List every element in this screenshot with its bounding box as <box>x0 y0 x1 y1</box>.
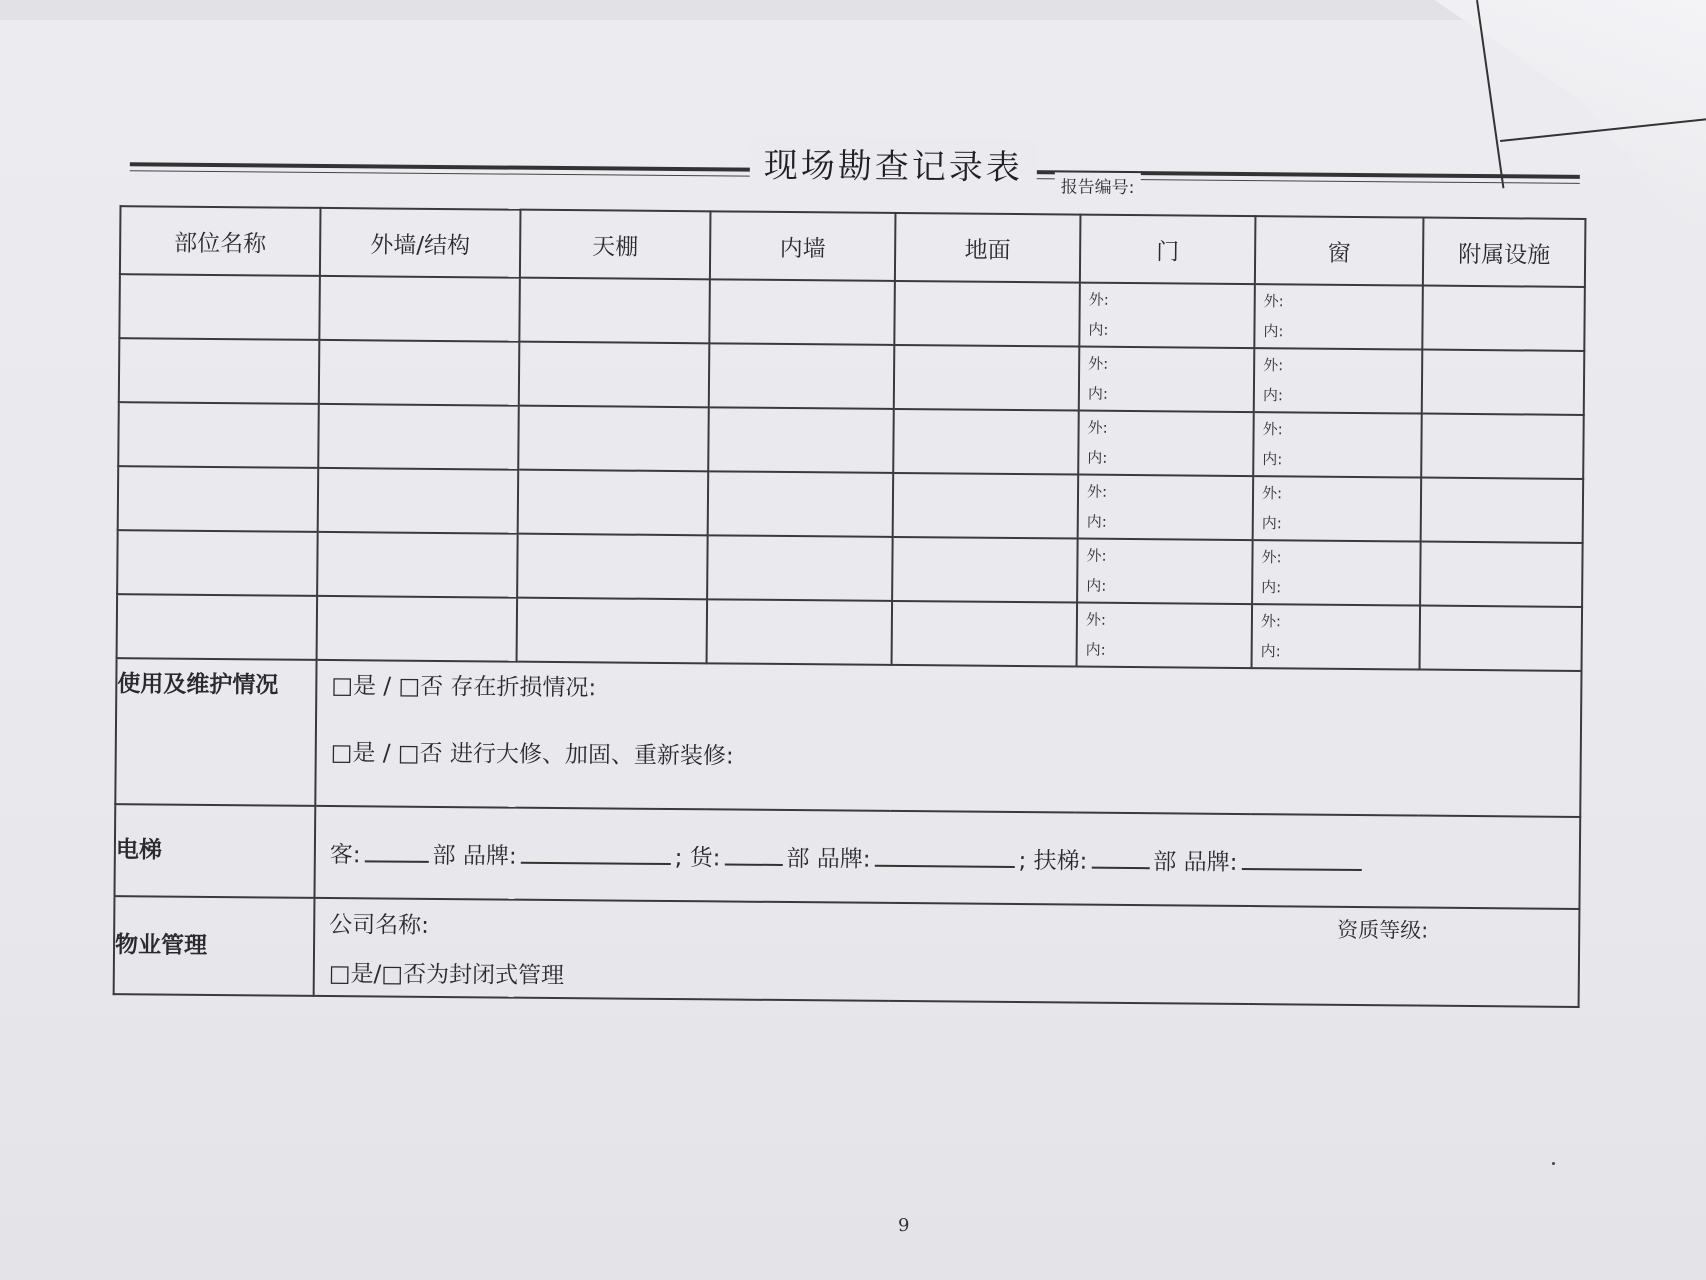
empty-cell[interactable] <box>892 537 1078 603</box>
empty-cell[interactable] <box>893 473 1079 539</box>
unit-label: 部 <box>786 845 810 872</box>
unit-label: 部 <box>1153 848 1177 875</box>
property-content <box>314 898 1580 1007</box>
empty-cell[interactable] <box>117 530 318 596</box>
door-cell[interactable] <box>1077 539 1253 605</box>
outer-label: 外: <box>1088 290 1109 309</box>
inner-label: 内: <box>1086 576 1107 595</box>
outer-label: 外: <box>1261 548 1282 567</box>
col-header: 地面 <box>895 213 1081 283</box>
empty-cell[interactable] <box>117 594 318 660</box>
sub-labels <box>1253 542 1420 603</box>
empty-cell[interactable] <box>317 532 518 598</box>
brand-label: 品牌: <box>816 845 871 873</box>
inner-label: 内: <box>1087 384 1109 403</box>
outer-label: 外: <box>1261 484 1283 503</box>
cargo-brand-field[interactable] <box>874 844 1014 867</box>
elevator-line <box>316 835 1579 879</box>
unit-label: 部 <box>432 842 456 869</box>
sub-labels <box>1254 414 1421 475</box>
empty-cell[interactable] <box>708 407 894 473</box>
empty-cell[interactable] <box>1422 350 1585 415</box>
outer-label: 外: <box>1088 354 1109 373</box>
passenger-label: 客: <box>329 841 361 868</box>
usage-row <box>115 658 1581 817</box>
door-cell[interactable] <box>1078 411 1254 477</box>
escalator-brand-field[interactable] <box>1241 847 1361 870</box>
empty-cell[interactable] <box>518 470 709 536</box>
survey-table <box>113 205 1587 1008</box>
form-sheet <box>92 145 1610 1093</box>
inner-label: 内: <box>1263 322 1284 341</box>
sub-labels <box>1079 477 1253 539</box>
empty-cell[interactable] <box>1420 606 1583 671</box>
empty-cell[interactable] <box>318 404 519 470</box>
outer-label: 外: <box>1086 546 1107 565</box>
inner-label: 内: <box>1260 642 1281 661</box>
inner-label: 内: <box>1086 512 1107 531</box>
brand-label: 品牌: <box>1183 848 1238 876</box>
empty-cell[interactable] <box>1421 478 1584 543</box>
empty-cell[interactable] <box>518 406 709 472</box>
property-label: 物业管理 <box>114 896 315 996</box>
empty-cell[interactable] <box>709 343 895 409</box>
empty-cell[interactable] <box>709 279 895 345</box>
inner-label: 内: <box>1261 514 1282 533</box>
empty-cell[interactable] <box>119 274 320 340</box>
empty-cell[interactable] <box>118 466 319 532</box>
empty-cell[interactable] <box>517 534 708 600</box>
door-cell[interactable] <box>1077 603 1253 669</box>
window-cell[interactable] <box>1253 412 1422 477</box>
outer-label: 外: <box>1263 292 1284 311</box>
empty-cell[interactable] <box>892 601 1078 667</box>
inner-label: 内: <box>1262 386 1284 405</box>
empty-cell[interactable] <box>119 338 320 404</box>
empty-cell[interactable] <box>317 596 518 662</box>
sub-labels <box>1253 606 1420 667</box>
property-row <box>114 896 1580 1007</box>
window-cell[interactable] <box>1254 348 1423 413</box>
form-title: 现场勘查记录表 <box>750 138 1037 190</box>
outer-label: 外: <box>1086 482 1108 501</box>
cargo-label: ; 货: <box>674 844 721 871</box>
sub-labels <box>1080 285 1254 347</box>
elevator-content <box>314 806 1580 909</box>
window-cell[interactable] <box>1254 284 1423 349</box>
report-number-label: 报告编号: <box>1055 172 1141 198</box>
sub-labels <box>1078 541 1252 603</box>
empty-cell[interactable] <box>894 345 1080 411</box>
closed-management-option[interactable]: □是/□否为封闭式管理 <box>328 961 565 990</box>
empty-cell[interactable] <box>319 276 520 342</box>
empty-cell[interactable] <box>1421 414 1584 479</box>
escalator-label: ; 扶梯: <box>1018 847 1088 875</box>
paper-speck <box>1552 1162 1555 1165</box>
sub-labels <box>1255 350 1422 411</box>
sub-labels <box>1080 349 1254 411</box>
usage-label: 使用及维护情况 <box>115 658 316 806</box>
col-header: 内墙 <box>710 211 896 281</box>
inner-label: 内: <box>1085 640 1106 659</box>
usage-line-renovation[interactable]: □是 / □否 进行大修、加固、重新装修: <box>330 740 734 770</box>
door-cell[interactable] <box>1079 283 1255 349</box>
empty-cell[interactable] <box>707 599 893 665</box>
passenger-count-field[interactable] <box>365 840 429 863</box>
inner-label: 内: <box>1087 448 1108 467</box>
empty-cell[interactable] <box>707 535 893 601</box>
outer-label: 外: <box>1085 610 1107 629</box>
brand-label: 品牌: <box>462 842 517 870</box>
window-cell[interactable] <box>1253 476 1422 541</box>
empty-cell[interactable] <box>1422 286 1585 351</box>
sub-labels <box>1255 286 1422 347</box>
outer-label: 外: <box>1260 612 1282 631</box>
elevator-label: 电梯 <box>114 804 315 898</box>
inner-label: 内: <box>1262 450 1283 469</box>
empty-cell[interactable] <box>318 468 519 534</box>
qualification-field[interactable]: 资质等级: <box>1337 917 1429 943</box>
col-header: 外墙/结构 <box>320 208 521 278</box>
col-header: 部位名称 <box>120 206 321 276</box>
sub-labels <box>1079 413 1253 475</box>
passenger-brand-field[interactable] <box>521 841 671 864</box>
escalator-count-field[interactable] <box>1091 846 1149 869</box>
col-header: 附属设施 <box>1423 218 1586 287</box>
sub-labels <box>1078 605 1252 667</box>
door-cell[interactable] <box>1078 475 1254 541</box>
empty-cell[interactable] <box>893 409 1079 475</box>
company-name-field[interactable]: 公司名称: <box>329 912 430 939</box>
page-number: 9 <box>898 1215 910 1236</box>
empty-cell[interactable] <box>519 342 710 408</box>
empty-cell[interactable] <box>1420 542 1583 607</box>
col-header: 窗 <box>1255 216 1424 285</box>
col-header: 天棚 <box>520 210 711 280</box>
cargo-count-field[interactable] <box>724 843 782 866</box>
outer-label: 外: <box>1087 418 1108 437</box>
usage-content <box>315 660 1581 817</box>
elevator-row <box>114 804 1580 909</box>
empty-cell[interactable] <box>894 281 1080 347</box>
empty-cell[interactable] <box>118 402 319 468</box>
empty-cell[interactable] <box>708 471 894 537</box>
inner-label: 内: <box>1261 578 1282 597</box>
empty-cell[interactable] <box>319 340 520 406</box>
empty-cell[interactable] <box>519 278 710 344</box>
sub-labels <box>1254 478 1421 539</box>
window-cell[interactable] <box>1252 540 1421 605</box>
empty-cell[interactable] <box>517 598 708 664</box>
header-row <box>120 206 1586 287</box>
col-header: 门 <box>1080 215 1256 285</box>
window-cell[interactable] <box>1252 604 1421 669</box>
outer-label: 外: <box>1263 356 1284 375</box>
door-cell[interactable] <box>1079 347 1255 413</box>
outer-label: 外: <box>1262 420 1283 439</box>
inner-label: 内: <box>1088 320 1109 339</box>
usage-line-damage[interactable]: □是 / □否 存在折损情况: <box>331 673 597 702</box>
